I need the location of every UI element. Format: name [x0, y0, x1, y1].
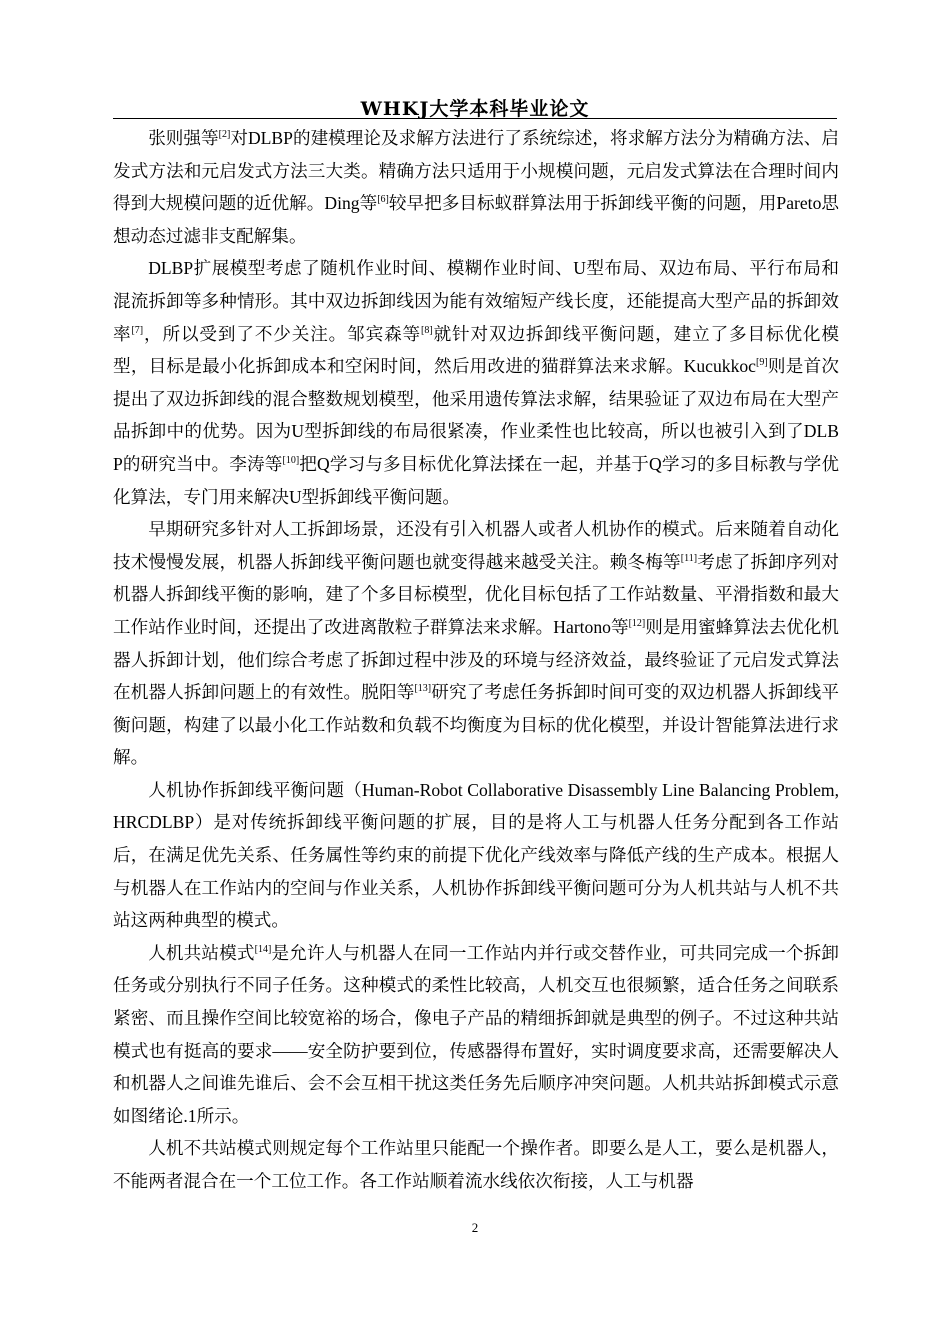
citation-marker: [9] [755, 357, 768, 369]
paragraph: 人机共站模式[14]是允许人与机器人在同一工作站内并行或交替作业，可共同完成一个拆卸任务或分别执行不同子任务。这种模式的柔性比较高，人机交互也很频繁，适合任务之间联系紧密、而且操作空间比较宽裕的场合，像电子产品的精细拆卸就是典型的例子。不过这种共站模式也有挺高的要求——安全防护要到位，传感器得布置好，实时调度要求高，还需要解决人和机器人之间谁先谁后、会不会互相干扰这类任务先后顺序冲突问题。人机共站拆卸模式示意如图绪论.1所示。 [113, 942, 839, 1126]
page-number: 2 [471, 1220, 479, 1235]
citation-marker: [8] [421, 324, 433, 336]
citation-marker: [6] [377, 194, 389, 206]
paragraph: DLBP扩展模型考虑了随机作业时间、模糊作业时间、U型布局、双边布局、平行布局和混流拆卸等多种情形。其中双边拆卸线因为能有效缩短产线长度，还能提高大型产品的拆卸效率[7]，所以受到了不少关注。邹宾森等[8]就针对双边拆卸线平衡问题，建立了多目标优化模型，目标是最小化拆卸成本和空闲时间，然后用改进的猫群算法来求解。Kucukkoc[9]则是首次提出了双边拆卸线的混合整数规划模型，他采用遗传算法求解，结果验证了双边布局在大型产品拆卸中的优势。因为U型拆卸线的布局很紧凑，作业柔性也比较高，所以也被引入到了DLBP的研究当中。李涛等[10]把Q学习与多目标优化算法揉在一起，并基于Q学习的多目标教与学优化算法，专门用来解决U型拆卸线平衡问题。 [113, 258, 839, 507]
page-footer [0, 1220, 950, 1236]
citation-marker: [12] [628, 618, 646, 630]
citation-marker: [13] [414, 683, 432, 695]
body-text [113, 122, 839, 1198]
citation-marker: [11] [680, 552, 698, 564]
paragraph: 早期研究多针对人工拆卸场景，还没有引入机器人或者人机协作的模式。后来随着自动化技术慢慢发展，机器人拆卸线平衡问题也就变得越来越受关注。赖冬梅等[11]考虑了拆卸序列对机器人拆卸线平衡的影响，建了个多目标模型，优化目标包括了工作站数量、平滑指数和最大工作站作业时间，还提出了改进离散粒子群算法来求解。Hartono等[12]则是用蜜蜂算法去优化机器人拆卸计划，他们综合考虑了拆卸过程中涉及的环境与经济效益，最终验证了元启发式算法在机器人拆卸问题上的有效性。脱阳等[13]研究了考虑任务拆卸时间可变的双边机器人拆卸线平衡问题，构建了以最小化工作站数和负载不均衡度为目标的优化模型，并设计智能算法进行求解。 [113, 519, 839, 768]
page-header [113, 92, 837, 119]
citation-marker: [2] [218, 129, 231, 141]
paragraph: 人机协作拆卸线平衡问题（Human-Robot Collaborative Disassembly Line Balancing Problem, HRCDLBP）是对传统拆卸线平衡问题的扩展，目的是将人工与机器人任务分配到各工作站后，在满足优先关系、任务属性等约束的前提下优化产线效率与降低产线的生产成本。根据人与机器人在工作站内的空间与作业关系，人机协作拆卸线平衡问题可分为人机共站与人机不共站这两种典型的模式。 [113, 779, 839, 931]
header-title: WHKJ大学本科毕业论文 [360, 98, 590, 120]
citation-marker: [14] [254, 943, 272, 955]
paragraph: 张则强等[2]对DLBP的建模理论及求解方法进行了系统综述，将求解方法分为精确方法、启发式方法和元启发式方法三大类。精确方法只适用于小规模问题，元启发式算法在合理时间内得到大规模问题的近优解。Ding等[6]较早把多目标蚁群算法用于拆卸线平衡的问题，用Pareto思想动态过滤非支配解集。 [113, 128, 839, 246]
paragraph: 人机不共站模式则规定每个工作站里只能配一个操作者。即要么是人工，要么是机器人，不能两者混合在一个工位工作。各工作站顺着流水线依次衔接，人工与机器 [113, 1138, 839, 1191]
citation-marker: [10] [282, 455, 300, 467]
citation-marker: [7] [131, 324, 144, 336]
